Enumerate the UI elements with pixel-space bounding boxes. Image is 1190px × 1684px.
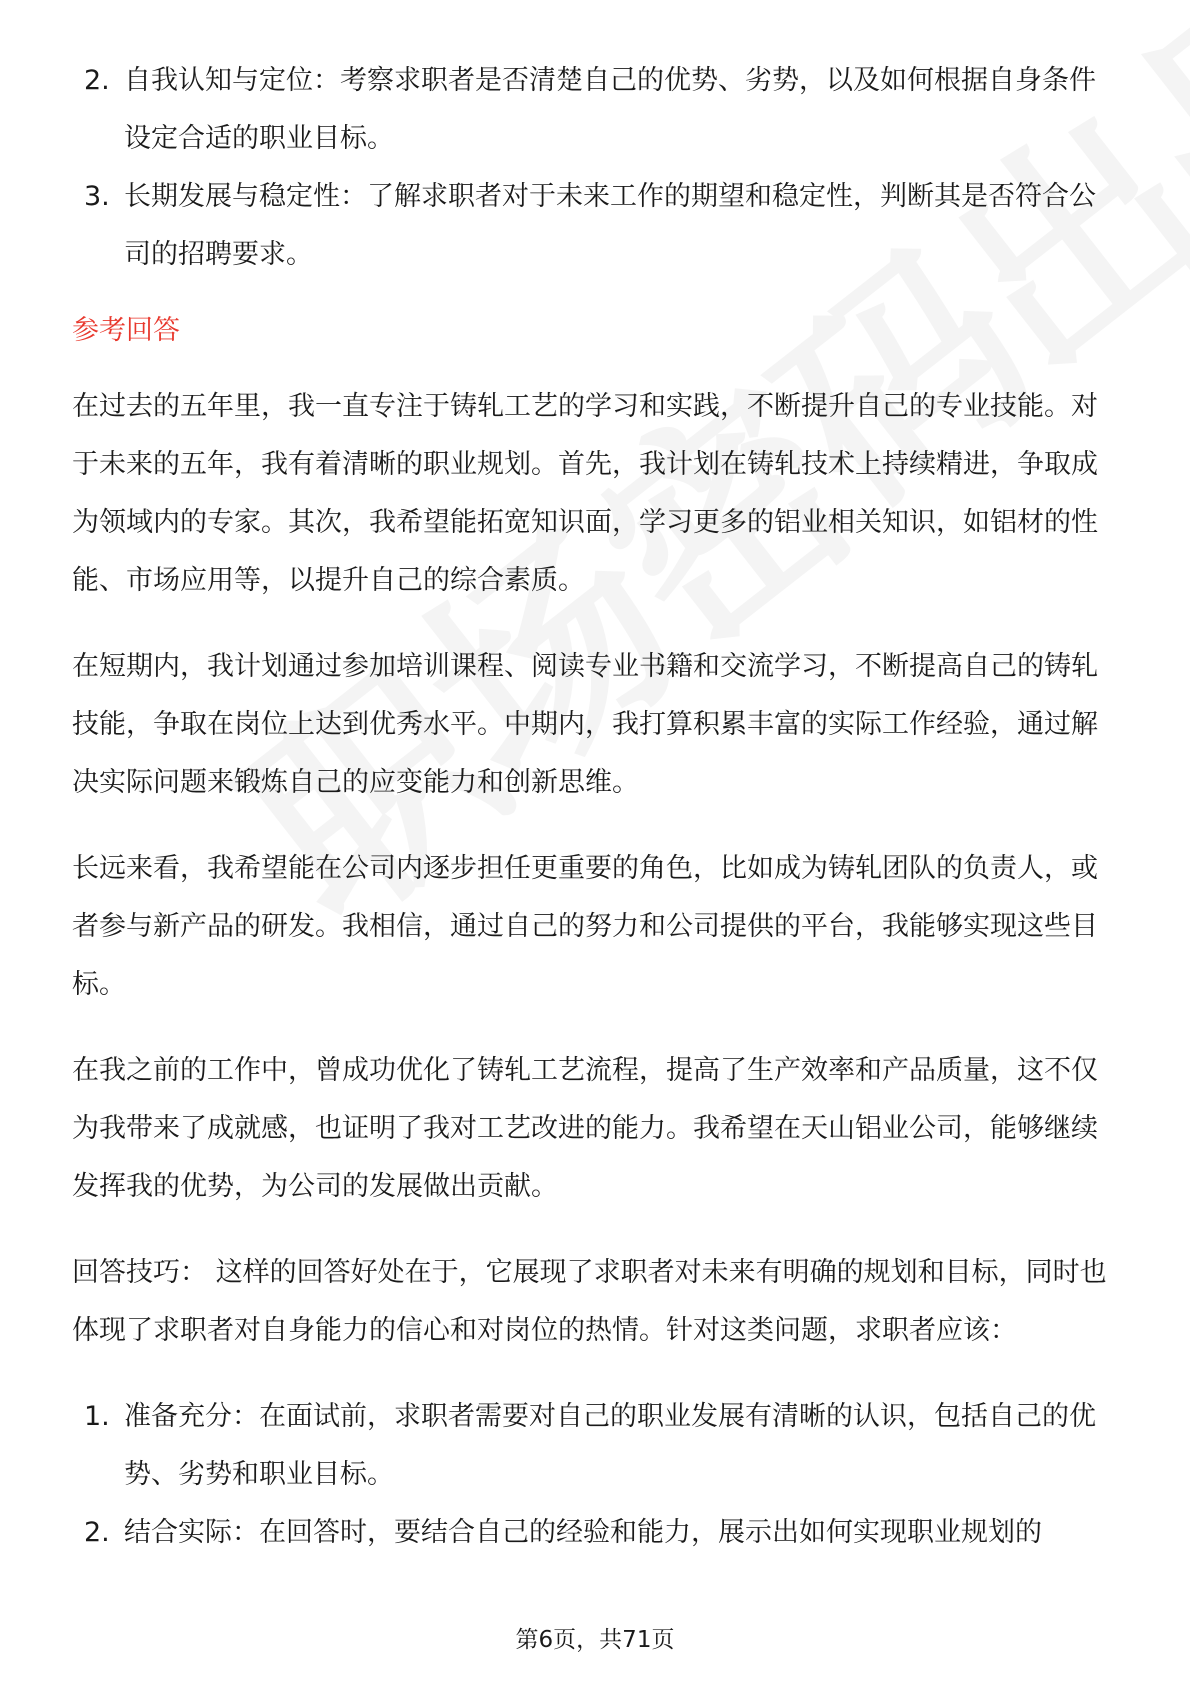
list-number: 3.	[84, 181, 110, 212]
page-number: 第6页，共71页	[515, 1627, 675, 1653]
list-number: 2.	[84, 65, 110, 96]
section-heading: 参考回答	[72, 315, 180, 346]
list-text: 长期发展与稳定性：了解求职者对于未来工作的期望和稳定性，判断其是否符合公司的招聘要求。	[124, 181, 1096, 270]
list-text: 结合实际：在回答时，要结合自己的经验和能力，展示出如何实现职业规划的	[124, 1517, 1042, 1548]
list-item	[72, 1388, 1122, 1504]
document-body	[72, 52, 1122, 1562]
list-number: 2.	[84, 1517, 110, 1548]
paragraph: 回答技巧： 这样的回答好处在于，它展现了求职者对未来有明确的规划和目标，同时也体现了求职者对自身能力的信心和对岗位的热情。针对这类问题，求职者应该：	[72, 1257, 1107, 1346]
paragraph: 在过去的五年里，我一直专注于铸轧工艺的学习和实践，不断提升自己的专业技能。对于未来的五年，我有着清晰的职业规划。首先，我计划在铸轧技术上持续精进，争取成为领域内的专家。其次，我希望能拓宽知识面，学习更多的铝业相关知识，如铝材的性能、市场应用等，以提升自己的综合素质。	[72, 391, 1098, 596]
paragraph: 在我之前的工作中，曾成功优化了铸轧工艺流程，提高了生产效率和产品质量，这不仅为我带来了成就感，也证明了我对工艺改进的能力。我希望在天山铝业公司，能够继续发挥我的优势，为公司的发展做出贡献。	[72, 1055, 1098, 1202]
list-number: 1.	[84, 1401, 110, 1432]
list-item	[72, 52, 1122, 168]
list-item	[72, 168, 1122, 284]
paragraph: 在短期内，我计划通过参加培训课程、阅读专业书籍和交流学习，不断提高自己的铸轧技能，争取在岗位上达到优秀水平。中期内，我打算积累丰富的实际工作经验，通过解决实际问题来锻炼自己的应变能力和创新思维。	[72, 651, 1098, 798]
list-text: 准备充分：在面试前，求职者需要对自己的职业发展有清晰的认识，包括自己的优势、劣势和职业目标。	[124, 1401, 1096, 1490]
paragraph: 长远来看，我希望能在公司内逐步担任更重要的角色，比如成为铸轧团队的负责人，或者参与新产品的研发。我相信，通过自己的努力和公司提供的平台，我能够实现这些目标。	[72, 853, 1098, 1000]
top-numbered-list	[72, 52, 1122, 284]
list-item	[72, 1504, 1122, 1562]
list-text: 自我认知与定位：考察求职者是否清楚自己的优势、劣势，以及如何根据自身条件设定合适的职业目标。	[124, 65, 1096, 154]
bottom-numbered-list	[72, 1388, 1122, 1562]
